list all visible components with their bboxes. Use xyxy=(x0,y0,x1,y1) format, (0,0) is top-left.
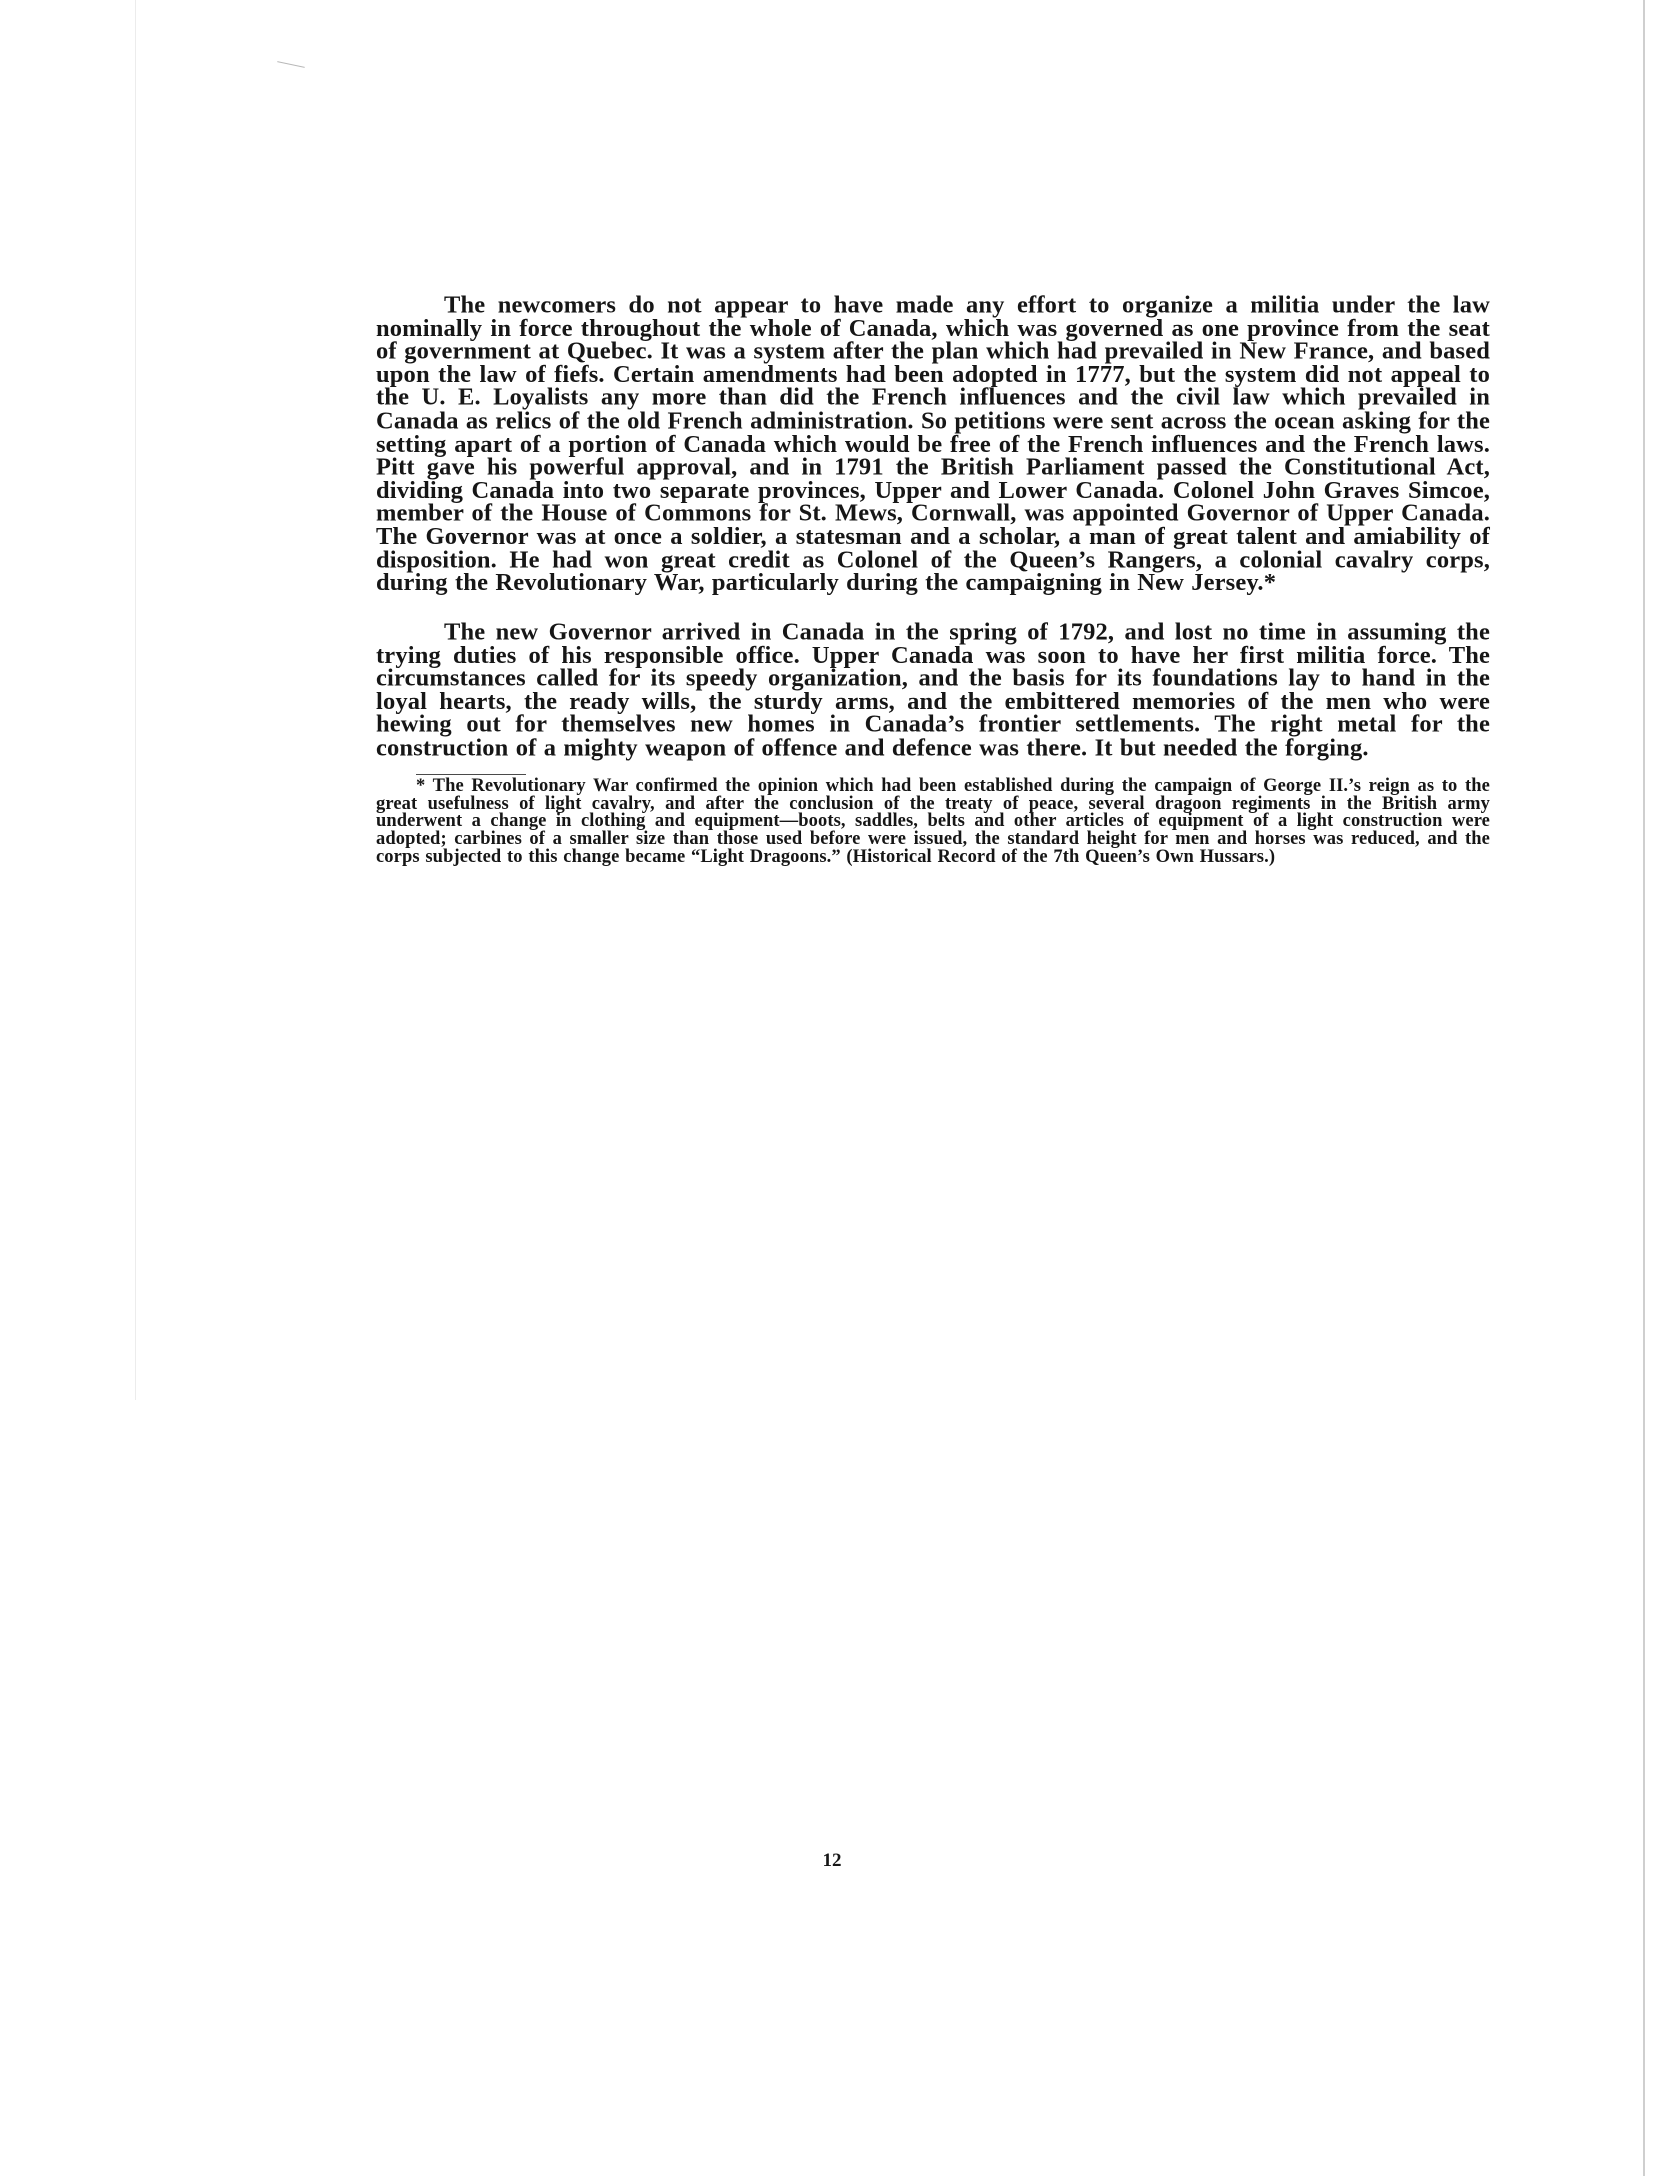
footnote: * The Revolutionary War confirmed the opinion which had been established during the campaign of George II.’s reign as to the great usefulness of light cavalry, and after the conclusion of the treaty of peace, several dragoon regiments in the British army underwent a change in clothing and equipment—boots, saddles, belts and other articles of equipment of a light construction were adopted; carbines of a smaller size than those used before were issued, the standard height for men and horses was reduced, and the corps subjected to this change became “Light Dragoons.” (Historical Record of the 7th Queen’s Own Hussars.) xyxy=(376,776,1490,867)
scan-mark xyxy=(277,61,305,68)
body-text xyxy=(376,294,1490,866)
paragraph-militia-history: The newcomers do not appear to have made any effort to organize a militia under the law nominally in force throughout the whole of Canada, which was governed as one province from the seat of government at Quebec. It was a system after the plan which had prevailed in New France, and based upon the law of fiefs. Certain amendments had been adopted in 1777, but the system did not appeal to the U. E. Loyalists any more than did the French influences and the civil law which prevailed in Canada as relics of the old French administration. So petitions were sent across the ocean asking for the setting apart of a portion of Canada which would be free of the French influences and the French laws. Pitt gave his powerful approval, and in 1791 the British Parliament passed the Constitutional Act, dividing Canada into two separate provinces, Upper and Lower Canada. Colonel John Graves Simcoe, member of the House of Commons for St. Mews, Cornwall, was appointed Governor of Upper Canada. The Governor was at once a soldier, a statesman and a scholar, a man of great talent and amiability of disposition. He had won great credit as Colonel of the Queen’s Rangers, a colonial cavalry corps, during the Revolutionary War, particularly during the campaigning in New Jersey.* xyxy=(376,292,1490,596)
scan-page-edge-left xyxy=(135,0,136,1400)
page-number: 12 xyxy=(822,1850,842,1871)
paragraph-new-governor: The new Governor arrived in Canada in the spring of 1792, and lost no time in assuming the trying duties of his responsible office. Upper Canada was soon to have her first militia force. The circumstances called for its speedy organization, and the basis for its foundations lay to hand in the loyal hearts, the ready wills, the sturdy arms, and the embittered memories of the men who were hewing out for themselves new homes in Canada’s frontier settlements. The right metal for the construction of a mighty weapon of offence and defence was there. It but needed the forging. xyxy=(376,618,1490,761)
footnote-divider xyxy=(416,774,526,775)
